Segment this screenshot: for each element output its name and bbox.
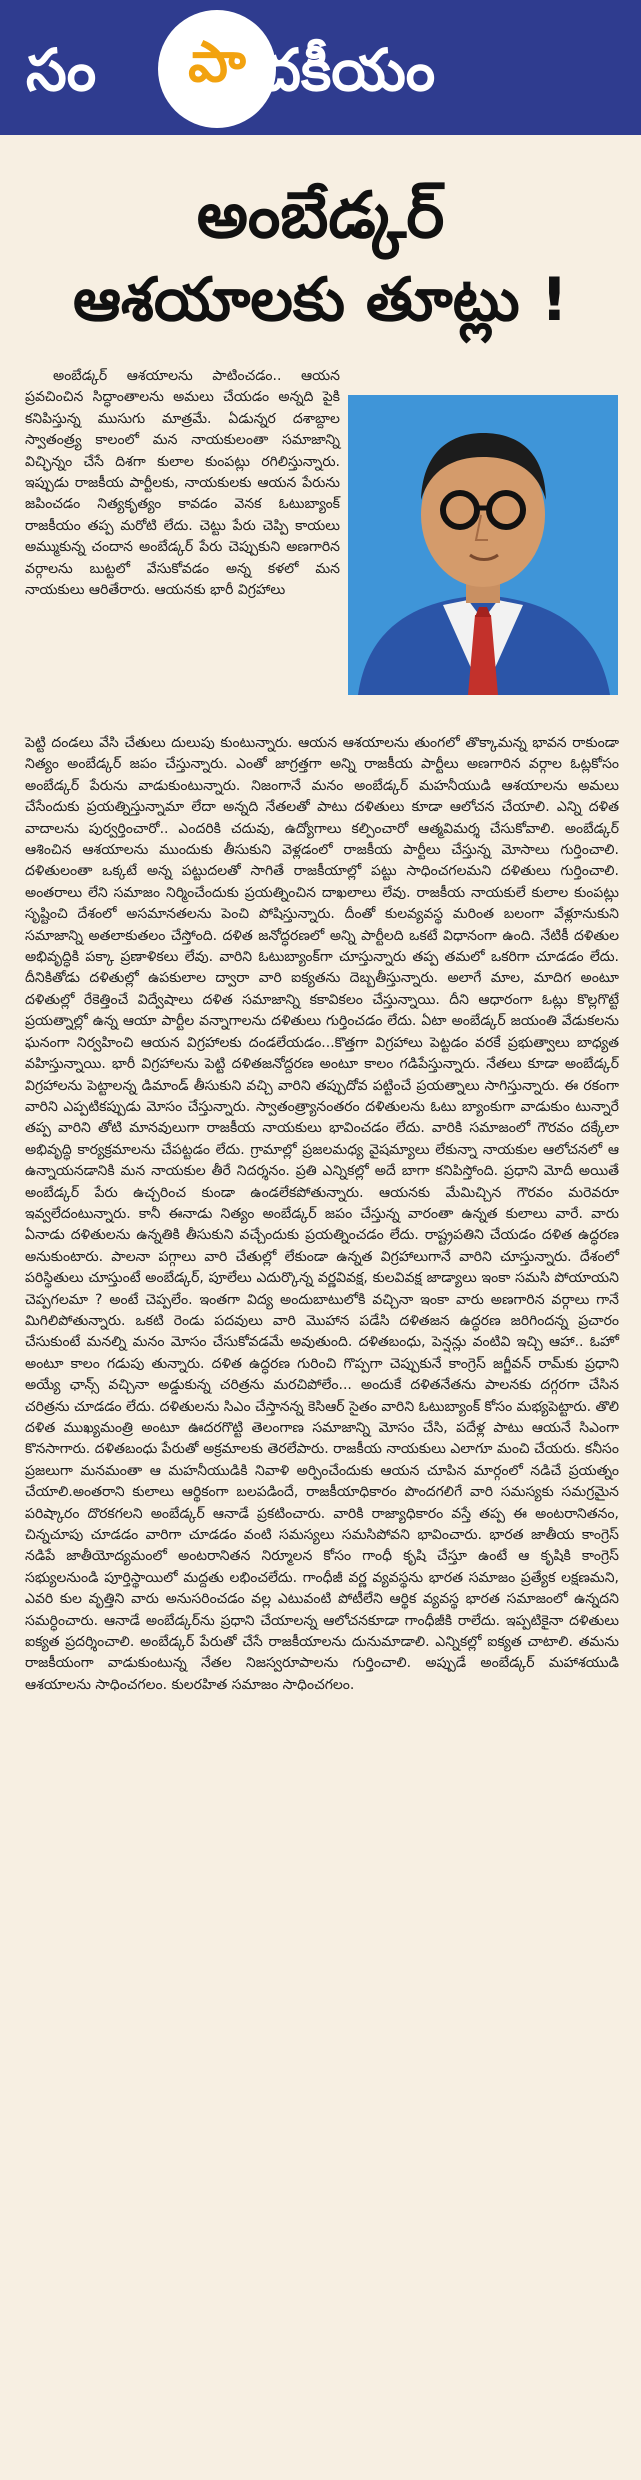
article-intro-text: అంబేడ్కర్ ఆశయాలను పాటించడం.. ఆయన ప్రవచించిన సిద్ధాంతాలను అమలు చేయడం అన్నది పైకి కనిపిస్తున్న ముసుగు మాత్రమే. ఏడున్నర దశాబ్దాల స్వాతంత్ర్య కాలంలో మన నాయకులంతా సమాజాన్ని విచ్ఛిన్నం చేసే దిశగా కులాల కుంపట్లు రగిలిస్తున్నారు. ఇప్పుడు రాజకీయ పార్టీలకు, నాయకులకు ఆయన పేరును జపించడం నిత్యకృత్యం కావడం వెనక ఓటుబ్యాంక్ రాజకీయం తప్ప మరోటి లేదు. చెట్టు పేరు చెప్పి కాయలు అమ్ముకున్న చందాన అంబేడ్కర్ పేరు చెప్పుకుని అణగారిన వర్గాలను బుట్టలో వేసుకోవడం అన్న కళలో మన నాయకులు ఆరితేరారు. ఆయనకు భారీ విగ్రహాలు — [25, 368, 340, 599]
masthead-part3: దకీయం — [260, 36, 436, 104]
article-intro — [25, 366, 340, 601]
ambedkar-portrait-icon — [348, 395, 618, 695]
masthead-part1: సం — [26, 36, 97, 104]
headline-line2: ఆశయాలకు తూట్లు ! — [73, 265, 568, 335]
article-body-text: పెట్టి దండలు వేసి చేతులు దులుపు కుంటున్నారు. ఆయన ఆశయాలను తుంగలో తొక్కామన్న భావన రాకుండా నిత్యం అంబేడ్కర్ జపం చేస్తున్నారు. ఎంతో జాగ్రత్తగా అన్ని రాజకీయ పార్టీలు అణగారిన వర్గాల ఓట్లకోసం అంబేడ్కర్ పేరును వాడుకుంటున్నారు. నిజంగానే మనం అంబేడ్కర్ మహనీయుడి ఆశయాలను అమలు చేసేందుకు ప్రయత్నిస్తున్నామా లేదా అన్నది నేతలతో పాటు దళితులు కూడా ఆలోచన చేయాలి. ఎన్ని దళిత వాదాలను పుర్వర్తించారో.. ఎందరికి చదువు, ఉద్యోగాలు కల్పించారో ఆత్మవిమర్శ చేసుకోవాలి. అంబేడ్కర్ ఆశించిన ఆశయాలను ముందుకు తీసుకుని వెళ్లడంలో రాజకీయ పార్టీలు చేస్తున్న మోసాలు గుర్తించాలి. దళితులంతా ఒక్కటే అన్న పట్టుదలతో సాగితే రాజకీయాల్లో పట్టు సాధించగలమని దళితులు గుర్తించాలి. అంతరాలు లేని సమాజం నిర్మించేందుకు ప్రయత్నించిన దాఖలాలు లేవు. రాజకీయ నాయకులే కులాల కుంపట్లు సృష్టించి దేశంలో అసమానతలను పెంచి పోషిస్తున్నారు. దీంతో కులవ్యవస్థ మరింత బలంగా వేళ్లూనుకుని సమాజాన్ని అతలాకుతలం చేస్తోంది. దళిత జనోద్ధరణలో అన్ని పార్టీలది ఒకటే విధానంగా ఉంది. నేటికీ దళితుల అభివృద్ధికి పక్కా ప్రణాళికలు లేవు. వారిని ఓటుబ్యాంక్‌గా చూస్తున్నారు తప్ప తమలో ఒకరిగా చూడడం లేదు. దీనికితోడు దళితుల్లో ఉపకులాల ద్వారా వారి ఐక్యతను దెబ్బతీస్తున్నారు. అలాగే మాల, మాదిగ అంటూ దళితుల్లో రేకెత్తించే విద్వేషాలు దళిత సమాజాన్ని కకావికలం చేస్తున్నాయి. దీని ఆధారంగా ఓట్లు కొల్లగొట్టే ప్రయత్నాల్లో ఉన్న ఆయా పార్టీల వన్నాగాలను దళితులు గుర్తించడం లేదు. ఏటా అంబేడ్కర్ జయంతి వేడుకలను ఘనంగా నిర్వహించి ఆయన విగ్రహాలకు దండలేయడం...కొత్తగా విగ్రహాలు పెట్టడం వరకే ప్రభుత్వాలు బాధ్యత వహిస్తున్నాయి. భారీ విగ్రహాలను పెట్టి దళితజనోద్దరణ అంటూ కాలం గడిపేస్తున్నారు. నేతలు కూడా అంబేడ్కర్ విగ్రహాలను పెట్టాలన్న డిమాండ్ తీసుకుని వచ్చి వారిని తప్పుదోవ పట్టించే ప్రయత్నాలు సాగిస్తున్నారు. ఈ రకంగా వారిని ఎప్పటికప్పుడు మోసం చేస్తున్నారు. స్వాతంత్ర్యానంతరం దళితులను ఓటు బ్యాంకుగా వాడుకుం టున్నారే తప్ప వారిని తోటి మానవులుగా రాజకీయ నాయకులు భావించడం లేదు. వారికి సమాజంలో గౌరవం దక్కేలా అభివృద్ధి కార్యక్రమాలను చేపట్టడం లేదు. గ్రామాల్లో ప్రజలమధ్య వైషమ్యాలు లేకున్నా నాయకుల ఆలోచనలో ఆ ఉన్నాయనడానికి మన నాయకుల తీరే నిదర్శనం. ప్రతి ఎన్నికల్లో అదే బాగా కనిపిస్తోంది. ప్రధాని మోదీ అయితే అంబేడ్కర్ పేరు ఉచ్చరించ కుండా ఉండలేకపోతున్నారు. ఆయనకు మేమిచ్చిన గౌరవం మరెవరూ ఇవ్వలేదంటున్నారు. కానీ ఈనాడు నిత్యం అంబేడ్కర్ జపం చేస్తున్న వారంతా ఉన్నత కులాలు వారే. వారు ఏనాడు దళితులను ఉన్నతికి తీసుకుని వచ్చేందుకు ప్రయత్నించడం లేదు. రాష్ట్రపతిని చేయడం దళిత ఉద్ధరణ అనుకుంటారు. పాలనా పగ్గాలు వారి చేతుల్లో లేకుండా ఉన్నత విగ్రహాలుగానే వారిని చూస్తున్నారు. దేశంలో పరిస్థితులు చూస్తుంటే అంబేడ్కర్, పూలేలు ఎదుర్కొన్న వర్ణవివక్ష, కులవివక్ష జాడ్యాలు ఇంకా సమసి పోయాయని చెప్పగలమా ? అంటే చెప్పలేం. ఇంతగా విద్య అందుబాటులోకి వచ్చినా ఇంకా వారు అణగారిన వర్గాలు గానే మిగిలిపోతున్నారు. ఒకటి రెండు పదవులు వారి మొహాన పడేసి దళితజన ఉద్ధరణ జరిగిందన్న ప్రచారం చేసుకుంటే మనల్ని మనం మోసం చేసుకోవడమే అవుతుంది. దళితబంధు, పెన్షన్లు వంటివి ఇచ్చి ఆహా.. ఓహో అంటూ కాలం గడుపు తున్నారు. దళిత ఉద్ధరణ గురించి గొప్పగా చెప్పుకునే కాంగ్రెస్ జగ్జీవన్ రామ్‌కు ప్రధాని అయ్యే ఛాన్స్ వచ్చినా అడ్డుకున్న చరిత్రను మరచిపోలేం... అందుకే దళితనేతను పాలనకు దగ్గరగా చేసిన చరిత్రను చూడడం లేదు. దళితులను సిఎం చేస్తానన్న కెసిఆర్ సైతం వారిని ఓటుబ్యాంక్ కోసం మభ్యపెట్టారు. తొలి దళిత ముఖ్యమంత్రి అంటూ ఊదరగొట్టి తెలంగాణ సమాజాన్ని మోసం చేసి, పదేళ్ల పాటు ఆయనే సిఎంగా కొనసాగారు. దళితబంధు పేరుతో అక్రమాలకు తెరలేపారు. రాజకీయ నాయకులు ఎలాగూ మంచి చేయరు. కనీసం ప్రజలుగా మనమంతా ఆ మహనీయుడికి నివాళి అర్పించేందుకు ఆయన చూపిన మార్గంలో నడిచే ప్రయత్నం చేయాలి.అంతరాని కులాలు ఆర్థికంగా బలపడిందే, రాజకీయాధికారం పొందగలిగే వారి సమస్యకు సమగ్రమైన పరిష్కారం దొరకగలని అంబేడ్కర్ ఆనాడే ప్రకటించారు. వారికి రాజ్యాధికారం వస్తే తప్ప ఈ అంటరానితనం, చిన్నచూపు చూడడం వారిగా చూడడం వంటి సమస్యలు సమసిపోవని భావించారు. భారత జాతీయ కాంగ్రెస్ నడిపే జాతీయోద్యమంలో అంటరానితన నిర్మూలన కోసం గాంధీ కృషి చేస్తూ ఉంటే ఆ కృషికి కాంగ్రెస్ సభ్యులనుండి పూర్తిస్థాయిలో మద్దతు లభించలేదు. గాంధీజీ వర్ణ వ్యవస్థను భారత సమాజం ప్రత్యేక లక్షణమని, ఎవరి కుల వృత్తిని వారు అనుసరించడం వల్ల ఎటువంటి పోటీలేని ఆర్థిక వ్యవస్థ భారత సమాజంలో ఉన్నదని సమర్ధించారు. ఆనాడే అంబేడ్కర్‌ను ప్రధాని చేయాలన్న ఆలోచనకూడా గాంధీజీకి రాలేదు. ఇప్పటికైనా దళితులు ఐక్యత ప్రదర్శించాలి. అంబేడ్కర్ పేరుతో చేసే రాజకీయాలను దునుమాడాలి. ఎన్నికల్లో ఐక్యత చాటాలి. తమను రాజకీయంగా వాడుకుంటున్న నేతల నిజస్వరూపాలను గుర్తించాలి. అప్పుడే అంబేడ్కర్ మహాశయుడి ఆశయాలను సాధించగలం. కులరహిత సమాజం సాధించగలం. — [25, 735, 619, 1693]
article-body — [25, 733, 619, 1696]
masthead — [0, 0, 641, 135]
masthead-logo-circle: పా — [158, 10, 276, 128]
headline-line1: అంబేడ్కర్ — [196, 179, 445, 253]
